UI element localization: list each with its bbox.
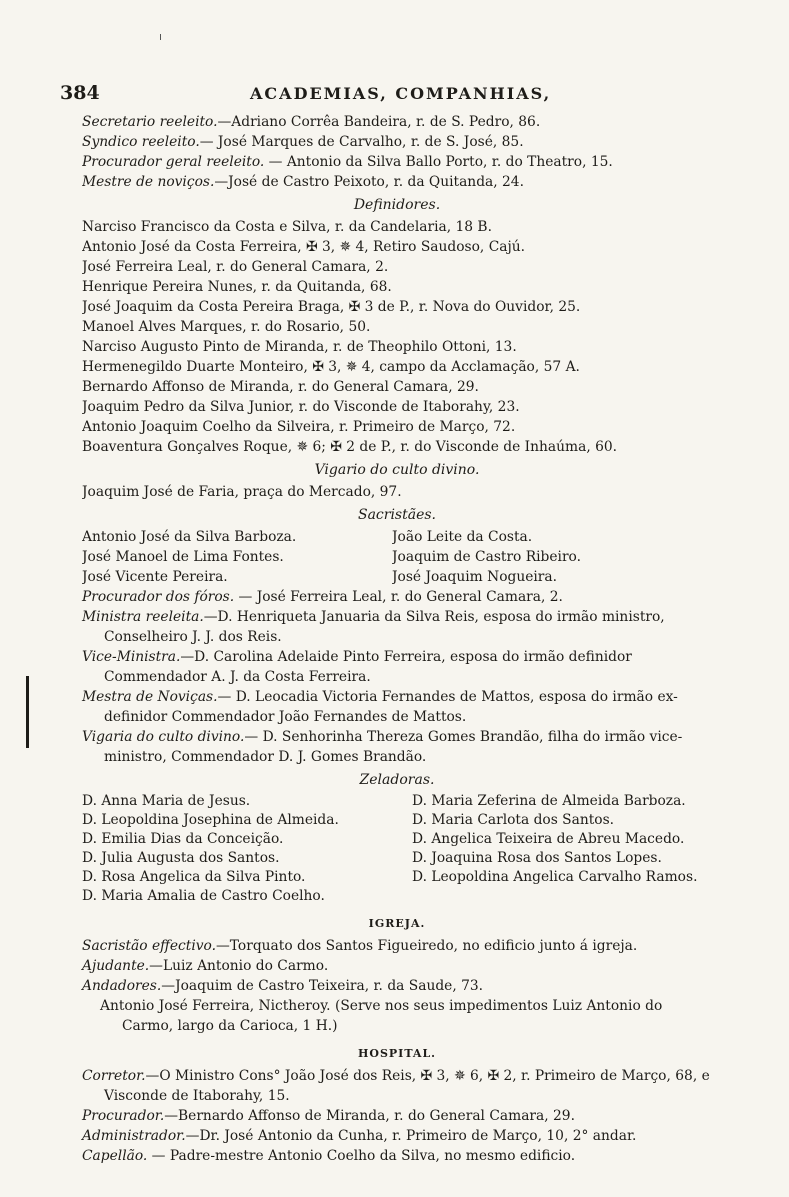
hospital-heading: HOSPITAL. bbox=[357, 1047, 437, 1060]
sacristao-entry: José Joaquim Nogueira. bbox=[392, 569, 558, 585]
definidor-entry: Joaquim Pedro da Silva Junior, r. do Visconde de Itaborahy, 23. bbox=[82, 399, 520, 415]
page-tick-mark bbox=[160, 34, 161, 40]
definidores-heading: Definidores. bbox=[353, 197, 441, 213]
officer-entry: Procurador dos fóros. — José Ferreira Leal, r. do General Camara, 2. bbox=[82, 589, 563, 605]
definidor-entry: Hermenegildo Duarte Monteiro, ✠ 3, ✵ 4, campo da Acclamação, 57 A. bbox=[82, 359, 580, 375]
officer-entry: Secretario reeleito.—Adriano Corrêa Bandeira, r. de S. Pedro, 86. bbox=[82, 114, 541, 130]
officer-entry: Vigaria do culto divino.— D. Senhorinha Thereza Gomes Brandão, filha do irmão vice-ministro, Commendador D. J. Gomes Brandão. bbox=[82, 729, 683, 765]
zeladora-entry: D. Emilia Dias da Conceição. bbox=[82, 831, 284, 847]
officer-entry: Mestre de noviços.—José de Castro Peixoto, r. da Quitanda, 24. bbox=[82, 174, 524, 190]
sacristao-entry: José Manoel de Lima Fontes. bbox=[82, 549, 284, 565]
definidor-entry: Bernardo Affonso de Miranda, r. do General Camara, 29. bbox=[82, 379, 479, 395]
sacristaes-heading: Sacristães. bbox=[357, 507, 437, 523]
page-number: 384 bbox=[60, 82, 100, 104]
igreja-entry: Sacristão effectivo.—Torquato dos Santos Figueiredo, no edificio junto á igreja. bbox=[82, 938, 638, 954]
vigario-heading: Vigario do culto divino. bbox=[314, 462, 480, 478]
zeladora-entry: D. Maria Zeferina de Almeida Barboza. bbox=[412, 793, 686, 809]
officer-entry: Syndico reeleito.— José Marques de Carvalho, r. de S. José, 85. bbox=[82, 134, 524, 150]
definidor-entry: Manoel Alves Marques, r. do Rosario, 50. bbox=[82, 319, 371, 335]
definidor-entry: Antonio José da Costa Ferreira, ✠ 3, ✵ 4, Retiro Saudoso, Cajú. bbox=[82, 239, 526, 255]
page-header bbox=[60, 82, 712, 106]
sacristao-entry: Joaquim de Castro Ribeiro. bbox=[392, 549, 581, 565]
definidor-entry: Henrique Pereira Nunes, r. da Quitanda, 68. bbox=[82, 279, 392, 295]
officer-entry: Ministra reeleita.—D. Henriqueta Januaria da Silva Reis, esposa do irmão ministro, Conselheiro J. J. dos Reis. bbox=[82, 609, 665, 645]
zeladora-entry: D. Julia Augusta dos Santos. bbox=[82, 850, 280, 866]
sacristaes-list bbox=[82, 527, 712, 587]
zeladora-entry: D. Rosa Angelica da Silva Pinto. bbox=[82, 869, 306, 885]
igreja-heading: IGREJA. bbox=[368, 917, 426, 930]
officer-entry: Vice-Ministra.—D. Carolina Adelaide Pinto Ferreira, esposa do irmão definidor Commendador A. J. da Costa Ferreira. bbox=[82, 649, 632, 685]
sacristao-entry: Antonio José da Silva Barboza. bbox=[82, 529, 297, 545]
zeladora-entry: D. Leopoldina Angelica Carvalho Ramos. bbox=[412, 869, 698, 885]
definidor-entry: Narciso Francisco da Costa e Silva, r. da Candelaria, 18 B. bbox=[82, 219, 492, 235]
zeladora-entry: D. Maria Amalia de Castro Coelho. bbox=[82, 888, 325, 904]
definidor-entry: José Joaquim da Costa Pereira Braga, ✠ 3 de P., r. Nova do Ouvidor, 25. bbox=[82, 299, 581, 315]
igreja-entry: Andadores.—Joaquim de Castro Teixeira, r. da Saude, 73. bbox=[82, 978, 484, 994]
zeladora-entry: D. Maria Carlota dos Santos. bbox=[412, 812, 615, 828]
definidor-entry: Boaventura Gonçalves Roque, ✵ 6; ✠ 2 de P., r. do Visconde de Inhaúma, 60. bbox=[82, 439, 618, 455]
zeladoras-list bbox=[82, 792, 712, 906]
igreja-entry: Antonio José Ferreira, Nictheroy. (Serve nos seus impedimentos Luiz Antonio do Carmo, largo da Carioca, 1 H.) bbox=[100, 998, 663, 1034]
igreja-entry: Ajudante.—Luiz Antonio do Carmo. bbox=[82, 958, 329, 974]
hospital-entry: Capellão. — Padre-mestre Antonio Coelho da Silva, no mesmo edificio. bbox=[82, 1148, 576, 1164]
running-title: ACADEMIAS, COMPANHIAS, bbox=[250, 84, 552, 103]
hospital-entry: Corretor.—O Ministro Cons° João José dos Reis, ✠ 3, ✵ 6, ✠ 2, r. Primeiro de Março, 68, e Visconde de Itaborahy, 15. bbox=[82, 1068, 710, 1104]
vigario-entry: Joaquim José de Faria, praça do Mercado, 97. bbox=[82, 484, 402, 500]
definidor-entry: Antonio Joaquim Coelho da Silveira, r. Primeiro de Março, 72. bbox=[82, 419, 516, 435]
zeladora-entry: D. Joaquina Rosa dos Santos Lopes. bbox=[412, 850, 662, 866]
zeladora-entry: D. Anna Maria de Jesus. bbox=[82, 793, 251, 809]
hospital-entry: Procurador.—Bernardo Affonso de Miranda, r. do General Camara, 29. bbox=[82, 1108, 575, 1124]
zeladora-entry bbox=[412, 887, 712, 906]
document-page bbox=[60, 82, 712, 1166]
hospital-entry: Administrador.—Dr. José Antonio da Cunha, r. Primeiro de Março, 10, 2° andar. bbox=[82, 1128, 637, 1144]
officer-entry: Procurador geral reeleito. — Antonio da Silva Ballo Porto, r. do Theatro, 15. bbox=[82, 154, 613, 170]
sacristao-entry: João Leite da Costa. bbox=[392, 529, 533, 545]
officer-entry: Mestra de Noviças.— D. Leocadia Victoria Fernandes de Mattos, esposa do irmão ex-definidor Commendador João Fernandes de Mattos. bbox=[82, 689, 678, 725]
zeladora-entry: D. Leopoldina Josephina de Almeida. bbox=[82, 812, 339, 828]
margin-mark bbox=[26, 676, 29, 748]
zeladoras-heading: Zeladoras. bbox=[359, 772, 435, 788]
zeladora-entry: D. Angelica Teixeira de Abreu Macedo. bbox=[412, 831, 685, 847]
sacristao-entry: José Vicente Pereira. bbox=[82, 569, 228, 585]
definidor-entry: José Ferreira Leal, r. do General Camara, 2. bbox=[82, 259, 389, 275]
definidor-entry: Narciso Augusto Pinto de Miranda, r. de Theophilo Ottoni, 13. bbox=[82, 339, 517, 355]
